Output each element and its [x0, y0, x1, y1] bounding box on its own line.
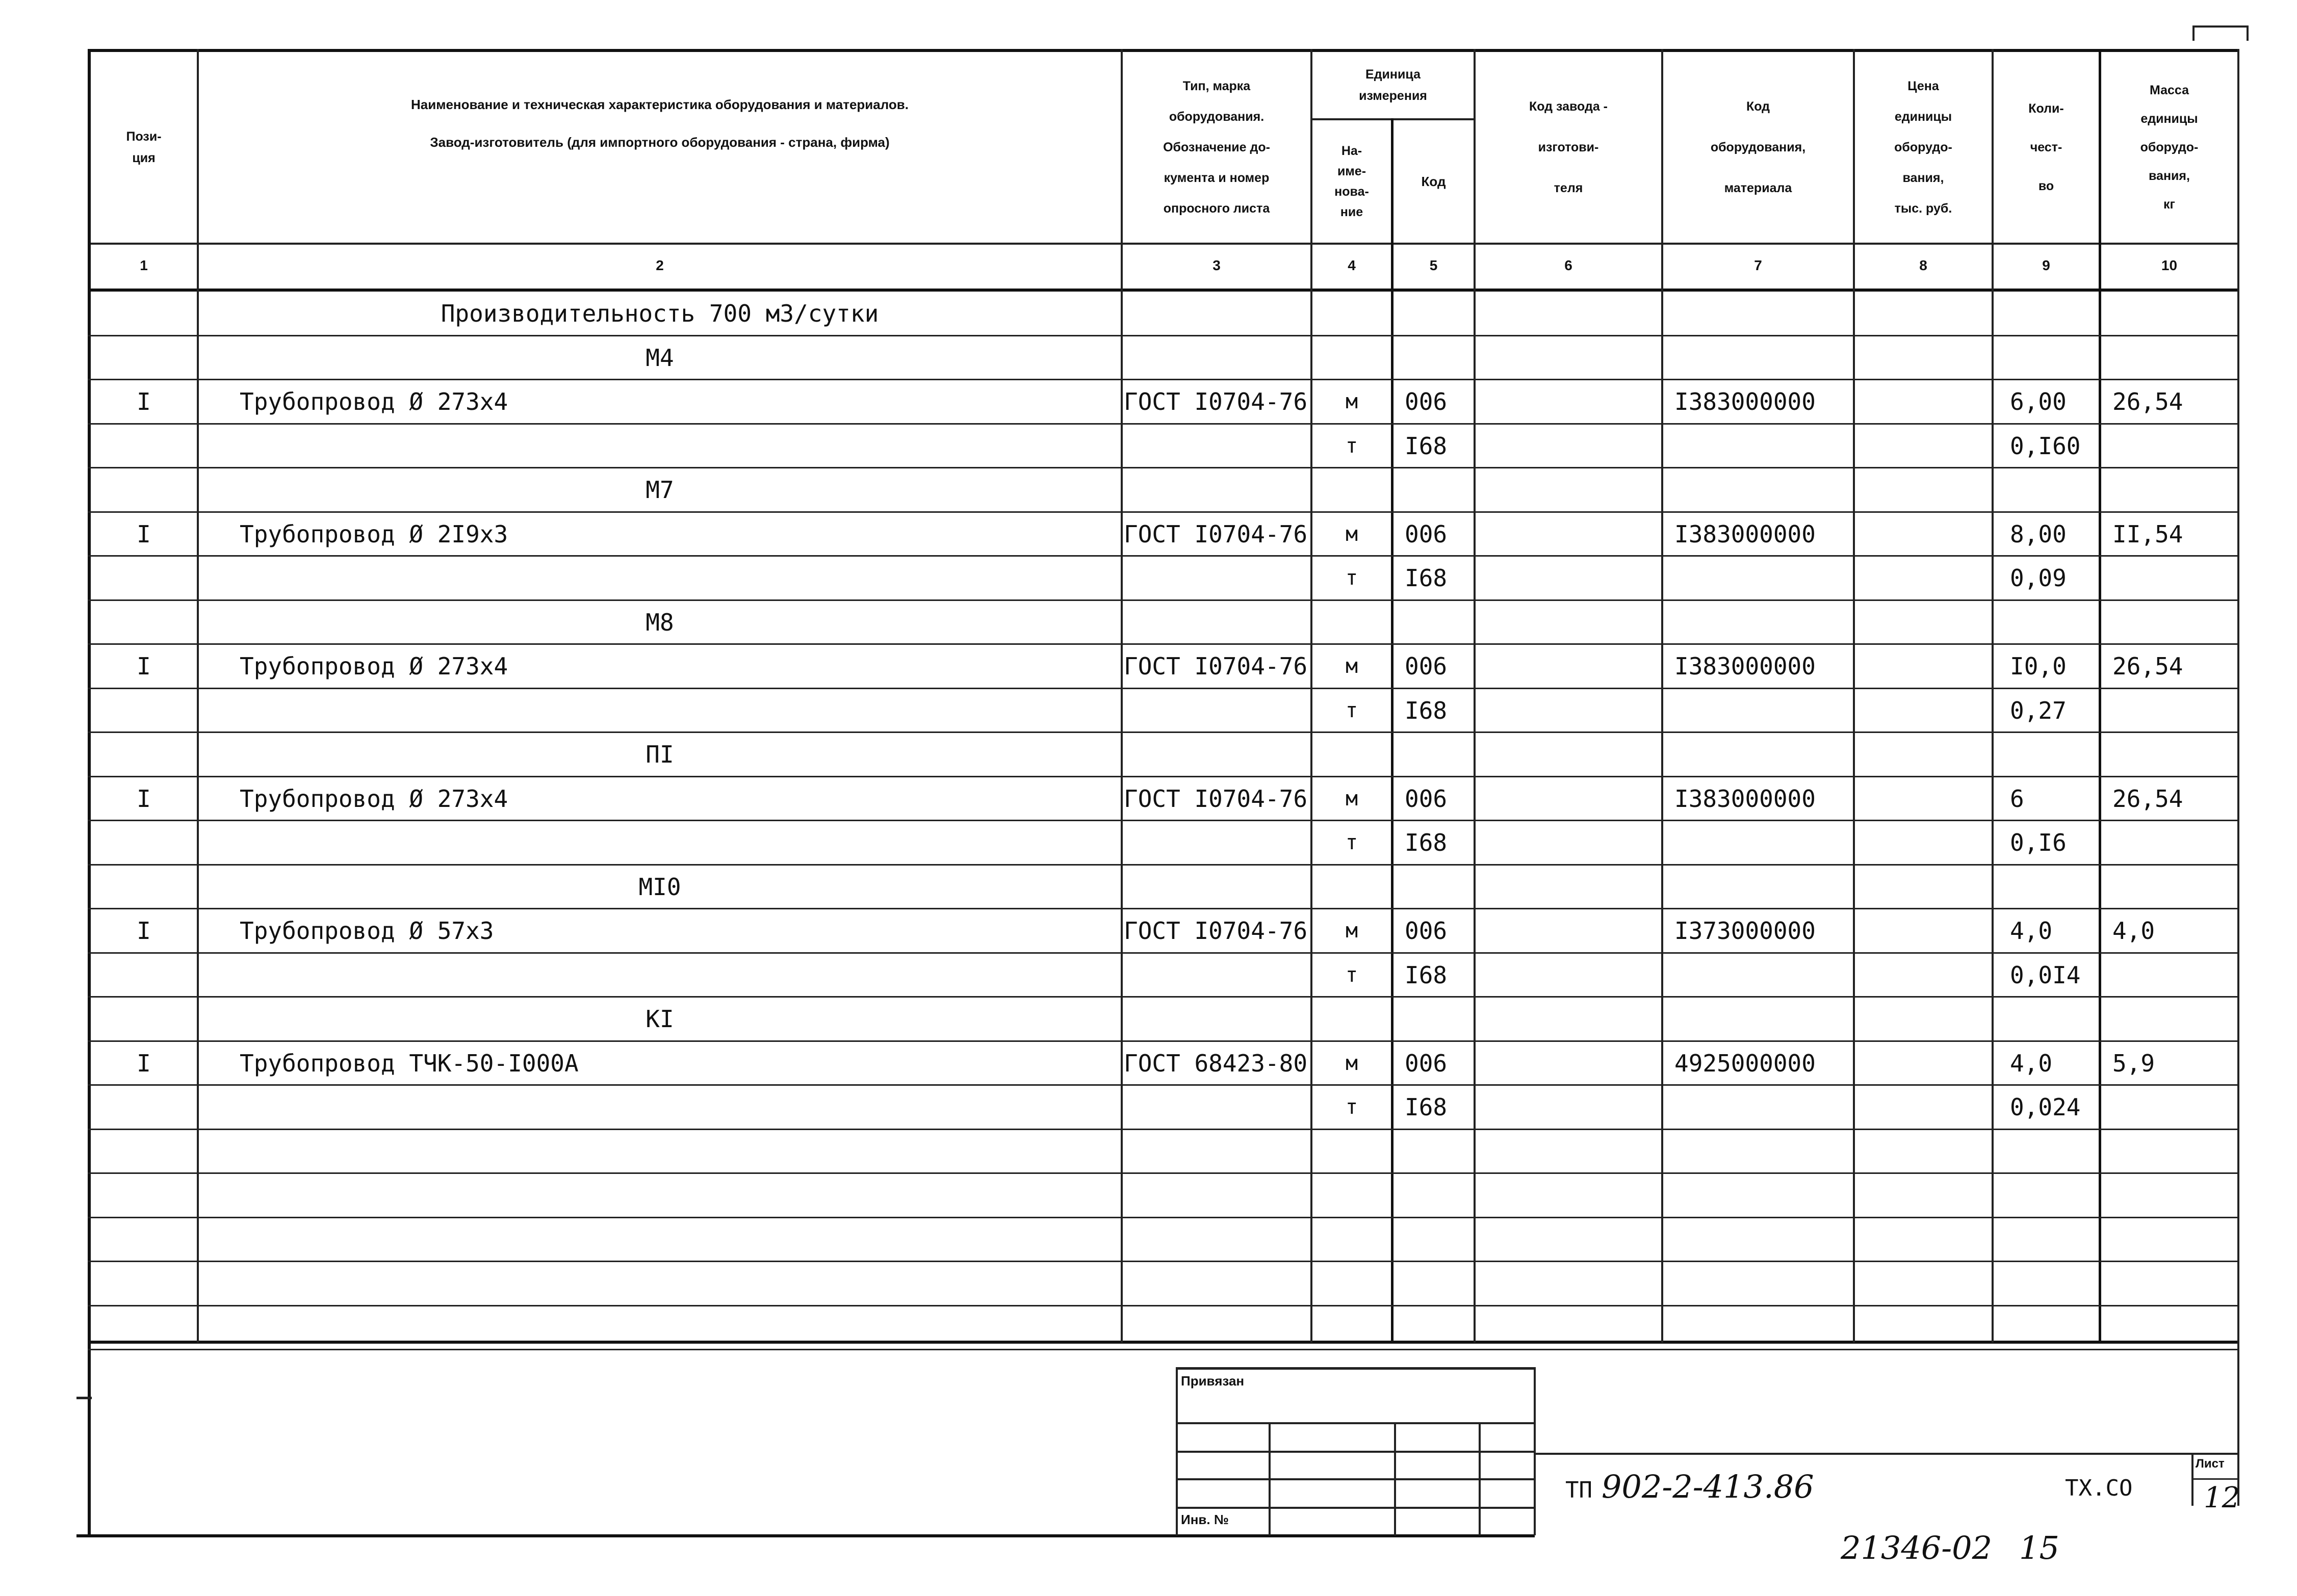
- cell-price: [1865, 600, 1992, 644]
- cell-price: [1865, 953, 1992, 997]
- cell-unit: [1312, 468, 1391, 512]
- cell-equip: [1674, 821, 1853, 865]
- cell-factory: [1486, 556, 1661, 600]
- cell-equip: [1674, 336, 1853, 380]
- col-number-8: 8: [1919, 257, 1927, 273]
- cell-code: [1405, 1173, 1474, 1217]
- cell-name: [240, 1173, 1121, 1217]
- cell-price: [1865, 732, 1992, 776]
- cell-factory: [1486, 821, 1661, 865]
- cell-qty: [2010, 865, 2099, 909]
- cell-pos: [91, 689, 197, 732]
- cell-equip: [1674, 997, 1853, 1041]
- header-position: Пози- ция: [126, 129, 162, 165]
- cell-qty: 6,00: [2010, 388, 2067, 415]
- stamp-doc-prefix: ТП: [1565, 1477, 1592, 1503]
- cell-pos: [91, 1306, 197, 1350]
- cell-name: Производительность 700 м3/сутки: [441, 300, 879, 327]
- cell-unit: [1312, 1130, 1391, 1173]
- cell-pos: I: [137, 388, 151, 415]
- cell-unit: [1312, 1218, 1391, 1262]
- cell-name: Трубопровод Ø 273х4: [240, 388, 508, 415]
- cell-mass: 26,54: [2112, 785, 2183, 813]
- header-quantity: Коли- чест- во: [2028, 101, 2064, 193]
- stamp-privyazan: Привязан: [1181, 1373, 1245, 1389]
- cell-qty: [2010, 1218, 2099, 1262]
- cell-type: [1124, 1173, 1310, 1217]
- cell-code: I68: [1405, 432, 1448, 460]
- cell-mass: [2112, 1085, 2237, 1129]
- cell-equip: [1674, 732, 1853, 776]
- cell-equip: [1674, 468, 1853, 512]
- cell-qty: 0,27: [2010, 697, 2067, 724]
- cell-name: Трубопровод Ø 57х3: [240, 917, 494, 945]
- stamp-sheet-number: 12: [2204, 1481, 2240, 1514]
- cell-factory: [1486, 600, 1661, 644]
- footer-page-number: 15: [2019, 1529, 2059, 1566]
- cell-type: [1124, 689, 1310, 732]
- cell-code: 006: [1405, 1050, 1448, 1077]
- cell-qty: 0,0I4: [2010, 961, 2081, 989]
- cell-type: [1124, 865, 1310, 909]
- cell-price: [1865, 644, 1992, 688]
- cell-pos: [91, 1130, 197, 1173]
- cell-price: [1865, 292, 1992, 335]
- cell-price: [1865, 689, 1992, 732]
- cell-qty: 0,I60: [2010, 432, 2081, 460]
- cell-price: [1865, 1262, 1992, 1305]
- cell-mass: [2112, 732, 2237, 776]
- cell-type: [1124, 1262, 1310, 1305]
- cell-type: ГОСТ I0704-76: [1124, 520, 1308, 548]
- cell-pos: [91, 556, 197, 600]
- cell-code: 006: [1405, 652, 1448, 680]
- cell-equip: [1674, 1130, 1853, 1173]
- cell-price: [1865, 1306, 1992, 1350]
- cell-code: [1405, 468, 1474, 512]
- cell-mass: 5,9: [2112, 1050, 2155, 1077]
- cell-name: М8: [646, 609, 674, 636]
- cell-equip: [1674, 424, 1853, 468]
- cell-code: [1405, 732, 1474, 776]
- cell-qty: [2010, 336, 2099, 380]
- cell-code: I68: [1405, 1093, 1448, 1121]
- header-unit-group: Единица измерения: [1359, 67, 1427, 103]
- cell-mass: [2112, 821, 2237, 865]
- cell-unit: м: [1345, 390, 1358, 413]
- header-name-line1: Наименование и техническая характеристика оборудования и материалов.: [410, 97, 909, 112]
- cell-qty: 6: [2010, 785, 2024, 813]
- cell-price: [1865, 1085, 1992, 1129]
- cell-name: [240, 1306, 1121, 1350]
- cell-name: Трубопровод Ø 273х4: [240, 652, 508, 680]
- cell-unit: [1312, 1306, 1391, 1350]
- cell-qty: 8,00: [2010, 520, 2067, 548]
- cell-unit: м: [1345, 522, 1358, 546]
- cell-qty: I0,0: [2010, 652, 2067, 680]
- cell-code: [1405, 1218, 1474, 1262]
- cell-mass: [2112, 1130, 2237, 1173]
- stamp-sheet-label: Лист: [2196, 1457, 2225, 1471]
- cell-type: [1124, 336, 1310, 380]
- cell-code: [1405, 600, 1474, 644]
- cell-qty: [2010, 732, 2099, 776]
- cell-pos: [91, 1085, 197, 1129]
- header-factory-code: Код завода - изготови- теля: [1529, 99, 1608, 195]
- cell-qty: [2010, 1130, 2099, 1173]
- cell-equip: I373000000: [1674, 917, 1816, 945]
- cell-name: [240, 1085, 1121, 1129]
- col-number-3: 3: [1212, 257, 1221, 273]
- cell-price: [1865, 865, 1992, 909]
- cell-factory: [1486, 1306, 1661, 1350]
- cell-unit: м: [1345, 655, 1358, 678]
- header-equipment-code: Код оборудования, материала: [1710, 99, 1806, 195]
- cell-equip: [1674, 1173, 1853, 1217]
- cell-type: [1124, 821, 1310, 865]
- cell-pos: I: [137, 917, 151, 945]
- cell-mass: [2112, 1218, 2237, 1262]
- cell-type: ГОСТ 68423-80: [1124, 1050, 1308, 1077]
- col-number-10: 10: [2161, 257, 2178, 273]
- cell-unit: м: [1345, 1052, 1358, 1075]
- cell-equip: [1674, 600, 1853, 644]
- cell-pos: [91, 997, 197, 1041]
- cell-type: [1124, 1085, 1310, 1129]
- cell-price: [1865, 1130, 1992, 1173]
- cell-pos: I: [137, 520, 151, 548]
- cell-pos: [91, 336, 197, 380]
- cell-mass: [2112, 600, 2237, 644]
- cell-pos: [91, 292, 197, 335]
- cell-type: [1124, 1130, 1310, 1173]
- cell-type: ГОСТ I0704-76: [1124, 917, 1308, 945]
- cell-factory: [1486, 512, 1661, 556]
- cell-unit: [1312, 1262, 1391, 1305]
- cell-code: [1405, 336, 1474, 380]
- cell-factory: [1486, 865, 1661, 909]
- cell-qty: [2010, 292, 2099, 335]
- cell-qty: [2010, 1173, 2099, 1217]
- cell-type: [1124, 424, 1310, 468]
- cell-qty: 4,0: [2010, 917, 2053, 945]
- cell-pos: [91, 600, 197, 644]
- cell-mass: [2112, 1262, 2237, 1305]
- cell-code: I68: [1405, 697, 1448, 724]
- cell-equip: 4925000000: [1674, 1050, 1816, 1077]
- cell-type: [1124, 468, 1310, 512]
- header-mass: Масса единицы оборудо- вания, кг: [2140, 83, 2199, 212]
- cell-mass: [2112, 689, 2237, 732]
- cell-name: ПI: [646, 741, 674, 768]
- stamp-document-designation: [1565, 1468, 1814, 1505]
- cell-code: 006: [1405, 388, 1448, 415]
- cell-factory: [1486, 1262, 1661, 1305]
- cell-type: [1124, 997, 1310, 1041]
- cell-price: [1865, 556, 1992, 600]
- cell-mass: II,54: [2112, 520, 2183, 548]
- cell-equip: [1674, 1306, 1853, 1350]
- cell-unit: т: [1345, 699, 1358, 722]
- cell-pos: [91, 821, 197, 865]
- cell-qty: 0,I6: [2010, 829, 2067, 856]
- cell-unit: [1312, 732, 1391, 776]
- cell-qty: 0,09: [2010, 564, 2067, 592]
- cell-unit: [1312, 997, 1391, 1041]
- cell-mass: [2112, 468, 2237, 512]
- cell-name: [240, 689, 1121, 732]
- cell-factory: [1486, 1085, 1661, 1129]
- cell-name: Трубопровод Ø 2I9х3: [240, 520, 508, 548]
- cell-unit: м: [1345, 787, 1358, 810]
- col-number-6: 6: [1564, 257, 1572, 273]
- cell-equip: I383000000: [1674, 652, 1816, 680]
- cell-price: [1865, 380, 1992, 424]
- cell-factory: [1486, 424, 1661, 468]
- cell-price: [1865, 336, 1992, 380]
- cell-name: [240, 1262, 1121, 1305]
- cell-code: I68: [1405, 961, 1448, 989]
- cell-qty: 4,0: [2010, 1050, 2053, 1077]
- cell-code: [1405, 1262, 1474, 1305]
- cell-price: [1865, 909, 1992, 953]
- col-number-2: 2: [656, 257, 664, 273]
- cell-type: ГОСТ I0704-76: [1124, 652, 1308, 680]
- cell-mass: [2112, 1173, 2237, 1217]
- cell-equip: [1674, 1218, 1853, 1262]
- cell-price: [1865, 1173, 1992, 1217]
- cell-name: [240, 1130, 1121, 1173]
- cell-equip: [1674, 865, 1853, 909]
- cell-code: [1405, 292, 1474, 335]
- cell-name: [240, 556, 1121, 600]
- cell-mass: [2112, 865, 2237, 909]
- footer-archive-number: 21346-02: [1841, 1529, 1993, 1566]
- cell-type: [1124, 556, 1310, 600]
- header-price: Цена единицы оборудо- вания, тыс. руб.: [1894, 79, 1952, 216]
- cell-pos: [91, 953, 197, 997]
- cell-equip: [1674, 1085, 1853, 1129]
- cell-type: [1124, 1218, 1310, 1262]
- cell-name: Трубопровод ТЧК-50-I000А: [240, 1050, 579, 1077]
- cell-price: [1865, 1041, 1992, 1085]
- cell-equip: I383000000: [1674, 388, 1816, 415]
- cell-name: М7: [646, 476, 674, 504]
- cell-code: [1405, 1130, 1474, 1173]
- cell-pos: [91, 1218, 197, 1262]
- cell-equip: [1674, 556, 1853, 600]
- cell-type: [1124, 292, 1310, 335]
- cell-unit: [1312, 292, 1391, 335]
- cell-mass: [2112, 1306, 2237, 1350]
- cell-price: [1865, 468, 1992, 512]
- cell-factory: [1486, 732, 1661, 776]
- cell-factory: [1486, 1173, 1661, 1217]
- cell-equip: [1674, 292, 1853, 335]
- cell-qty: [2010, 600, 2099, 644]
- cell-pos: I: [137, 785, 151, 813]
- col-number-9: 9: [2042, 257, 2050, 273]
- cell-name: М4: [646, 344, 674, 372]
- col-number-5: 5: [1429, 257, 1438, 273]
- col-number-7: 7: [1754, 257, 1762, 273]
- cell-mass: 26,54: [2112, 652, 2183, 680]
- stamp-doc-number: 902-2-413.86: [1601, 1468, 1814, 1505]
- cell-factory: [1486, 1130, 1661, 1173]
- cell-type: ГОСТ I0704-76: [1124, 785, 1308, 813]
- cell-mass: [2112, 424, 2237, 468]
- cell-unit: [1312, 600, 1391, 644]
- cell-mass: [2112, 556, 2237, 600]
- cell-price: [1865, 1218, 1992, 1262]
- cell-qty: [2010, 1262, 2099, 1305]
- cell-mass: 4,0: [2112, 917, 2155, 945]
- cell-equip: [1674, 689, 1853, 732]
- cell-code: [1405, 997, 1474, 1041]
- cell-code: 006: [1405, 917, 1448, 945]
- cell-factory: [1486, 997, 1661, 1041]
- cell-code: 006: [1405, 520, 1448, 548]
- cell-mass: [2112, 953, 2237, 997]
- cell-unit: [1312, 865, 1391, 909]
- cell-price: [1865, 512, 1992, 556]
- cell-unit: т: [1345, 963, 1358, 987]
- cell-mass: [2112, 336, 2237, 380]
- cell-qty: 0,024: [2010, 1093, 2081, 1121]
- cell-unit: т: [1345, 1095, 1358, 1119]
- cell-name: МI0: [638, 873, 681, 901]
- cell-code: 006: [1405, 785, 1448, 813]
- cell-factory: [1486, 953, 1661, 997]
- cell-name: [240, 953, 1121, 997]
- cell-pos: [91, 424, 197, 468]
- cell-name: [240, 821, 1121, 865]
- cell-mass: [2112, 997, 2237, 1041]
- cell-code: [1405, 865, 1474, 909]
- cell-factory: [1486, 1041, 1661, 1085]
- cell-price: [1865, 997, 1992, 1041]
- cell-pos: [91, 732, 197, 776]
- header-name: [199, 52, 1121, 243]
- cell-code: I68: [1405, 829, 1448, 856]
- cell-code: I68: [1405, 564, 1448, 592]
- cell-type: [1124, 953, 1310, 997]
- cell-unit: т: [1345, 831, 1358, 854]
- cell-type: [1124, 1306, 1310, 1350]
- header-name-line2: Завод-изготовитель (для импортного оборудования - страна, фирма): [430, 135, 890, 150]
- col-number-1: 1: [140, 257, 148, 273]
- cell-pos: [91, 1173, 197, 1217]
- cell-unit: т: [1345, 566, 1358, 590]
- cell-type: ГОСТ I0704-76: [1124, 388, 1308, 415]
- cell-price: [1865, 424, 1992, 468]
- cell-factory: [1486, 292, 1661, 335]
- cell-factory: [1486, 689, 1661, 732]
- header-type: Тип, марка оборудования. Обозначение до- кумента и номер опросного листа: [1163, 79, 1270, 216]
- header-unit-name: На- име- нова- ние: [1334, 144, 1369, 219]
- cell-factory: [1486, 909, 1661, 953]
- cell-pos: I: [137, 1050, 151, 1077]
- cell-price: [1865, 821, 1992, 865]
- stamp-code: ТХ.СО: [2065, 1475, 2133, 1501]
- stamp-inv-number: Инв. №: [1181, 1512, 1229, 1527]
- cell-pos: [91, 468, 197, 512]
- cell-factory: [1486, 644, 1661, 688]
- cell-unit: м: [1345, 919, 1358, 943]
- cell-equip: I383000000: [1674, 785, 1816, 813]
- cell-unit: т: [1345, 434, 1358, 458]
- cell-factory: [1486, 1218, 1661, 1262]
- cell-equip: [1674, 1262, 1853, 1305]
- cell-equip: [1674, 953, 1853, 997]
- cell-type: [1124, 732, 1310, 776]
- cell-equip: I383000000: [1674, 520, 1816, 548]
- cell-qty: [2010, 1306, 2099, 1350]
- header-unit-code: Код: [1421, 174, 1446, 189]
- cell-factory: [1486, 336, 1661, 380]
- cell-name: КI: [646, 1005, 674, 1033]
- cell-pos: [91, 1262, 197, 1305]
- cell-price: [1865, 777, 1992, 821]
- cell-name: Трубопровод Ø 273х4: [240, 785, 508, 813]
- cell-name: [240, 424, 1121, 468]
- cell-code: [1405, 1306, 1474, 1350]
- cell-mass: 26,54: [2112, 388, 2183, 415]
- cell-mass: [2112, 292, 2237, 335]
- col-number-4: 4: [1348, 257, 1356, 273]
- cell-factory: [1486, 777, 1661, 821]
- cell-qty: [2010, 468, 2099, 512]
- cell-qty: [2010, 997, 2099, 1041]
- cell-pos: [91, 865, 197, 909]
- cell-pos: I: [137, 652, 151, 680]
- cell-unit: [1312, 1173, 1391, 1217]
- cell-name: [240, 1218, 1121, 1262]
- cell-factory: [1486, 380, 1661, 424]
- cell-factory: [1486, 468, 1661, 512]
- cell-unit: [1312, 336, 1391, 380]
- cell-type: [1124, 600, 1310, 644]
